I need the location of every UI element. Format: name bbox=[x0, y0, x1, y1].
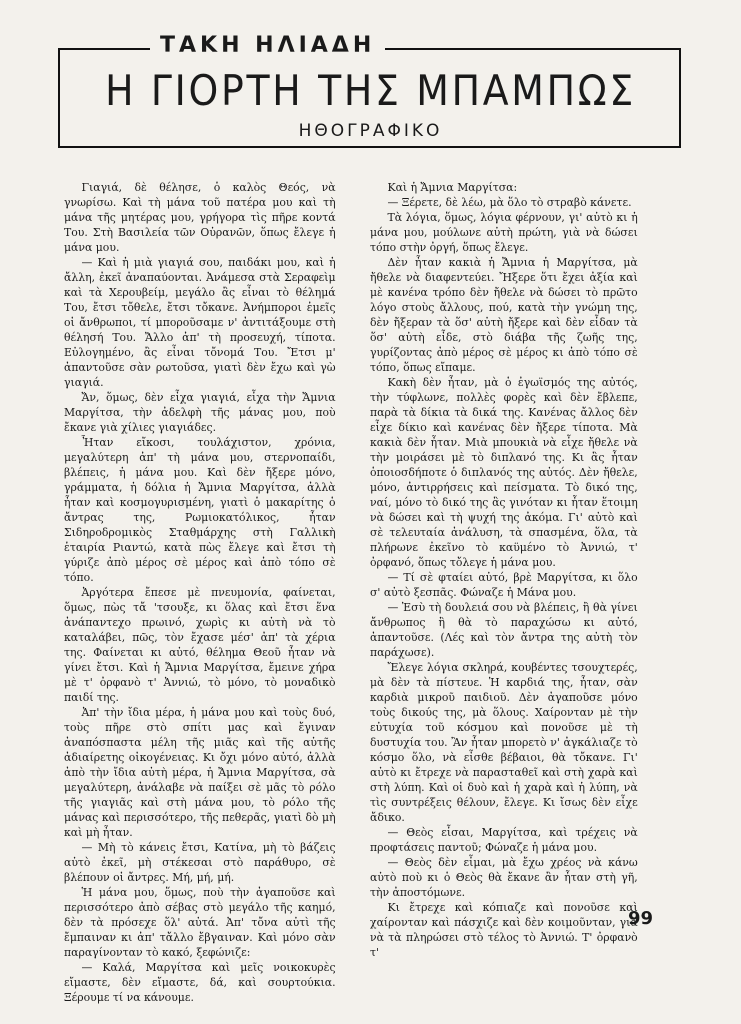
paragraph: Ἦταν εἴκοσι, τουλάχιστον, χρόνια, μεγαλύτερη ἀπ' τὴ μάνα μου, στερνοπαίδι, βλέπεις, ἡ μάνα μου. Καὶ δὲν ἤξερε μόνο, γράμματα, ἡ δόλια ἡ Ἄμνια Μαργίτσα, ἀλλὰ ἦταν καὶ κοσμογυρισμένη, γιατὶ ὁ μακαρίτης ὁ ἄντρας της, Ρωμιοκατόλικος, ἦταν Σιδηροδρομικὸς Σταθμάρχης στὴ Γαλλικὴ ἑταιρία Ριαντώ, κατὰ πὼς ἔλεγε καὶ ἔτσι τὴ γύριζε ἀπὸ μέρος σὲ μέρος καὶ ἀπὸ τόπο σὲ τόπο. bbox=[64, 436, 336, 584]
paragraph: Τὰ λόγια, ὅμως, λόγια φέρνουν, γι' αὐτὸ κι ἡ μάνα μου, μούλωνε αὐτὴ πρώτη, γιὰ νὰ δώσει τόπο στὴν ὀργή, ὅπως ἔλεγε. bbox=[370, 211, 638, 254]
paragraph: Κι ἔτρεχε καὶ κόπιαζε καὶ πονοῦσε καὶ χαίρονταν καὶ πάσχιζε καὶ δὲν κοιμοῦνταν, γιὰ νὰ τὰ πληρώσει στὸ τέλος τὸ Ἀννιώ. Τ' ὀρφανὸ τ' bbox=[370, 901, 638, 959]
author-name: ΤΑΚΗ ΗΛΙΑΔΗ bbox=[150, 32, 385, 60]
left-text-column bbox=[64, 180, 336, 1004]
paragraph: Ἄν, ὅμως, δὲν εἶχα γιαγιά, εἶχα τὴν Ἄμνια Μαργίτσα, τὴν ἀδελφὴ τῆς μάνας μου, ποὺ ἔκανε γιὰ χίλιες γιαγιάδες. bbox=[64, 391, 336, 434]
paragraph: Ἀπ' τὴν ἴδια μέρα, ἡ μάνα μου καὶ τοὺς δυό, τοὺς πῆρε στὸ σπίτι μας καὶ ἔγιναν ἀναπόσπαστα μέλη τῆς μιᾶς καὶ τῆς αὐτῆς ἀδιαίρετης οἰκογένειας. Κι ὄχι μόνο αὐτό, ἀλλὰ ἀπὸ τὴν ἴδια αὐτὴ μέρα, ἡ Ἄμνια Μαργίτσα, σὰ μεγαλύτερη, ἀνάλαβε νὰ παίξει σὲ μᾶς τὸ ρόλο τῆς γιαγιᾶς καὶ στὴ μάνα μου, τὸ ρόλο τῆς μάνας καὶ περισσότερο, τῆς πεθερᾶς, γιατὶ δὸ μὴ καὶ μὴ ἦταν. bbox=[64, 706, 336, 839]
paragraph: — Μὴ τὸ κάνεις ἔτσι, Κατίνα, μὴ τὸ βάζεις αὐτὸ ἐκεῖ, μὴ στέκεσαι στὸ παράθυρο, σὲ βλέπουν οἱ ἄντρες. Μή, μή, μή. bbox=[64, 841, 336, 884]
paragraph: — Θεὸς δὲν εἶμαι, μὰ ἔχω χρέος νὰ κάνω αὐτὸ ποὺ κι ὁ Θεὸς θὰ ἔκανε ἂν ἦταν στὴ γῆ, τὴν ἀποστόμωνε. bbox=[370, 856, 638, 899]
right-text-column bbox=[370, 180, 638, 959]
paragraph: Κακὴ δὲν ἦταν, μὰ ὁ ἐγωϊσμός της αὐτός, τὴν τύφλωνε, πολλὲς φορὲς καὶ δὲν ἔβλεπε, παρὰ τὰ δίκια τὰ δικά της. Κανένας ἄλλος δὲν εἶχε δίκιο καὶ κανένας δὲν ἤξερε τίποτα. Μὰ κακιὰ δὲν ἦταν. Μιὰ μπουκιὰ νὰ εἶχε ἤθελε νὰ τὴν μοιράσει μὲ τὸ διπλανό της. Κι ἂς ἦταν ὁποιοσδήποτε ὁ διπλανός της αὐτός. Δὲν ἤθελε, μόνο, ἀντιρρήσεις καὶ πείσματα. Τὸ δικό της, ναί, μόνο τὸ δικό της ἂς γινόταν κι ἦταν ἕτοιμη νὰ δώσει καὶ τὴ ψυχή της ἀκόμα. Γι' αὐτὸ καὶ σὲ τελευταία ἀνάλυση, τὰ σπασμένα, ὅλα, τὰ πλήρωνε ἐκεῖνο τὸ καϋμένο τὸ Ἀννιώ, τ' ὀρφανό, ὅπως τὄλεγε ἡ μάνα μου. bbox=[370, 376, 638, 569]
paragraph: — Καλά, Μαργίτσα καὶ μεῖς νοικοκυρὲς εἴμαστε, δὲν εἴμαστε, δά, καὶ σουρτούκια. Ξέρουμε τί να κάνουμε. bbox=[64, 961, 336, 1004]
page-number: 99 bbox=[627, 908, 653, 929]
paragraph: Γιαγιά, δὲ θέλησε, ὁ καλὸς Θεός, νὰ γνωρίσω. Καὶ τὴ μάνα τοῦ πατέρα μου καὶ τὴ μάνα τῆς μητέρας μου, γρήγορα τὶς πῆρε κοντά Του. Στὴ Βασιλεία τῶν Οὐρανῶν, ὅπως ἔλεγε ἡ μάνα μου. bbox=[64, 181, 336, 254]
story-genre: ΗΘΟΓΡΑΦΙΚΟ bbox=[298, 121, 443, 141]
paragraph: Καὶ ἡ Ἄμνια Μαργίτσα: bbox=[387, 181, 518, 194]
paragraph: — Ξέρετε, δὲ λέω, μὰ ὅλο τὸ στραβὸ κάνετε. bbox=[387, 196, 632, 209]
paragraph: — Ἐσὺ τὴ δουλειά σου νὰ βλέπεις, ἢ θὰ γίνει ἄνθρωπος ἢ θὰ τὸ παραχώσω κι αὐτό, ἀπαντοῦσε. (Λές καὶ τὸν ἄντρα της αὐτὴ τὸν παράχωσε). bbox=[370, 601, 638, 659]
paragraph: — Τί σὲ φταίει αὐτό, βρὲ Μαργίτσα, κι ὅλο σ' αὐτὸ ξεσπᾶς. Φώναζε ἡ Μάνα μου. bbox=[370, 571, 638, 599]
paragraph: Ἀργότερα ἔπεσε μὲ πνευμονία, φαίνεται, ὅμως, πὼς τἄ 'τσουξε, κι ὅλας καὶ ἔτσι ἕνα ἀνάπαντεχο πρωινό, χωρὶς κι αὐτὴ νὰ τὸ καταλάβει, πῶς, τὸν ἔχασε μέσ' ἀπ' τὰ χέρια της. Φαίνεται κι αὐτό, θέλημα Θεοῦ ἦταν νὰ γίνει ἔτσι. Καὶ ἡ Ἄμνια Μαργίτσα, ἔμεινε χήρα μὲ τ' ὀρφανὸ τ' Ἀννιώ, τὸ μόνο, τὸ μοναδικὸ παιδί της. bbox=[64, 586, 336, 704]
story-title: Η ΓΙΟΡΤΗ ΤΗΣ ΜΠΑΜΠΩΣ bbox=[105, 66, 636, 115]
paragraph: Ἡ μάνα μου, ὅμως, ποὺ τὴν ἀγαποῦσε καὶ περισσότερο ἀπὸ σέβας στὸ μεγάλο τῆς καημό, δὲν τὰ πρόσεχε ὅλ' αὐτά. Ἀπ' τὄνα αὐτὶ τῆς ἔμπαιναν κι ἀπ' τἄλλο ἔβγαιναν. Καὶ μόνο σὰν παραγίνονταν τὸ κακό, ξεφώνιζε: bbox=[64, 886, 336, 959]
paragraph: — Θεὸς εἶσαι, Μαργίτσα, καὶ τρέχεις νὰ προφτάσεις παντοῦ; Φώναζε ἡ μάνα μου. bbox=[370, 826, 638, 854]
paragraph: Ἔλεγε λόγια σκληρά, κουβέντες τσουχτερές, μὰ δὲν τὰ πίστευε. Ἡ καρδιά της, ἦταν, σὰν καρδιὰ μικροῦ παιδιοῦ. Δὲν ἀγαποῦσε μόνο τοὺς δικούς της, μὰ ὅλους. Χαίρονταν μὲ τὴν εὐτυχία τοῦ κόσμου καὶ πονοῦσε μὲ τὴ δυστυχία του. Ἂν ἦταν μπορετὸ ν' ἀγκάλιαζε τὸ κόσμο ὅλο, νὰ εἶσθε βέβαιοι, θὰ τὄκανε. Γι' αὐτὸ κι ἔτρεχε νὰ παρασταθεῖ καὶ στὴ χαρὰ καὶ στὴ λύπη. Καὶ οἱ δυὸ καὶ ἡ χαρὰ καὶ ἡ λύπη, νὰ τὶς συντρέξεις θέλουν, ἔλεγε. Κι ἴσως δὲν εἶχε ἄδικο. bbox=[370, 661, 638, 824]
paragraph: Δὲν ἦταν κακιὰ ἡ Ἄμνια ἡ Μαργίτσα, μὰ ἤθελε νὰ διαφεντεύει. Ἤξερε ὅτι ἔχει ἀξία καὶ μὲ κανένα τρόπο δὲν ἤθελε νὰ δώσει τὸ πρῶτο λόγο στοὺς ἄλλους, πού, κατὰ τὴν γνώμη της, δὲν ἤξεραν τὰ ὅσ' αὐτὴ ἤξερε καὶ δὲν εἶδαν τὰ ὅσ' αὐτὴ εἶδε, στὸ διάβα τῆς ζωῆς της, γυρίζοντας ἀπὸ μέρος σὲ μέρος κι ἀπὸ τόπο σὲ τόπο, ὅπως εἴπαμε. bbox=[370, 256, 638, 374]
paragraph: — Καὶ ἡ μιὰ γιαγιά σου, παιδάκι μου, καὶ ἡ ἄλλη, ἐκεῖ ἀναπαύονται. Ἀνάμεσα στὰ Σεραφεὶμ καὶ τὰ Χερουβείμ, μεγάλο ἂς εἶναι τὸ θέλημά Του, ἔτσι τὄθελε, ἔτσι τὄκανε. Ἀνήμποροι ἐμεῖς οἱ ἄνθρωποι, τί μποροῦσαμε ν' ἀντιτάξουμε στὴ θέλησή Του. Ἄλλο ἀπ' τὴ προσευχή, τίποτα. Εὐλογημένο, ἂς εἶναι τὄνομά Του. Ἔτσι μ' ἀπαντοῦσε σὰν ρωτοῦσα, γιατὶ δὲν ἔχω καὶ γὼ γιαγιά. bbox=[64, 256, 336, 389]
